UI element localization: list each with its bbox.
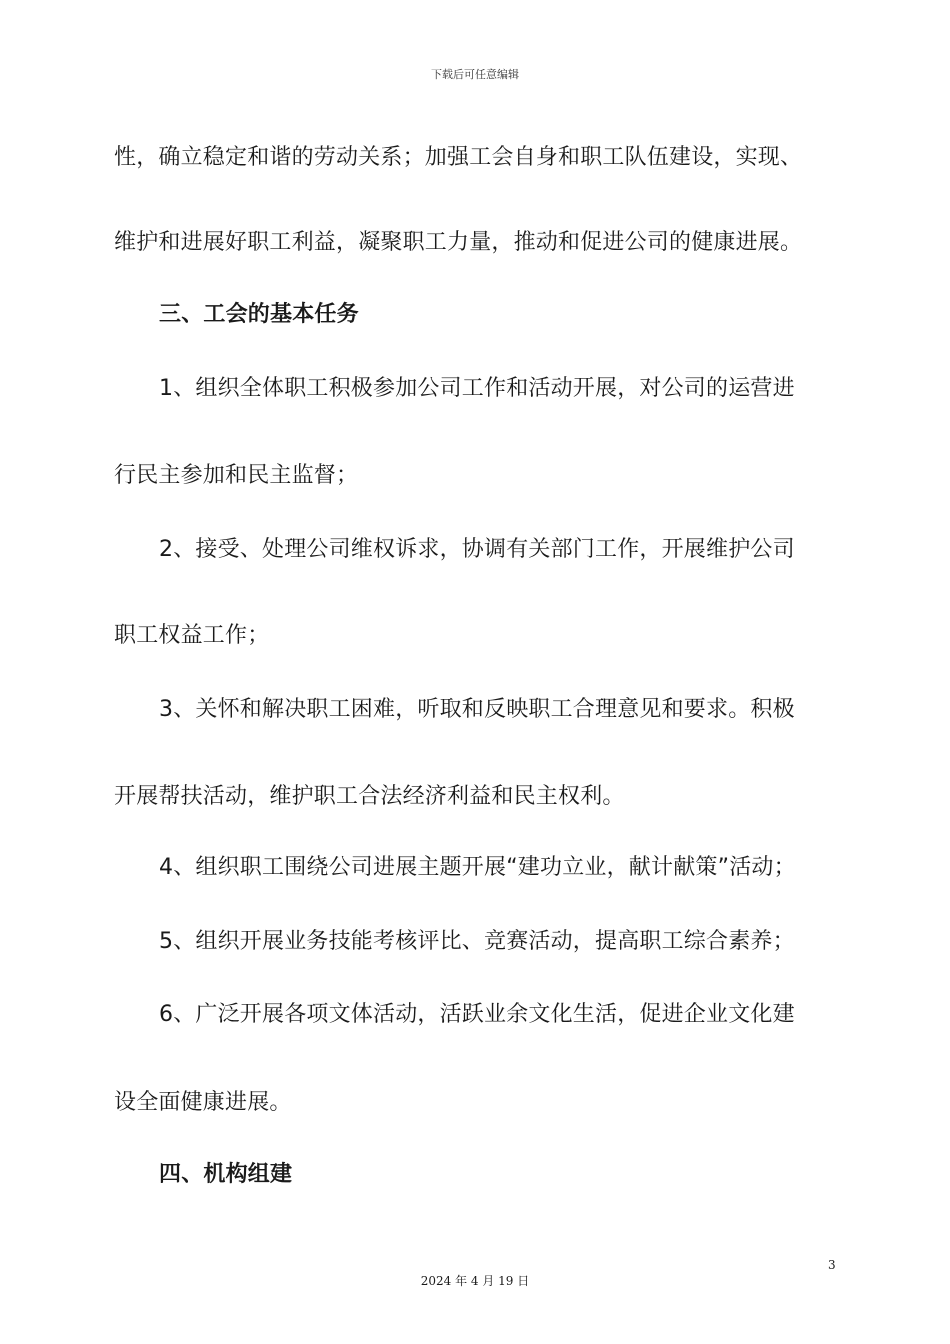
paragraph-line: 维护和进展好职工利益，凝聚职工力量，推动和促进公司的健康进展。: [114, 230, 803, 255]
paragraph-line: 2、接受、处理公司维权诉求，协调有关部门工作，开展维护公司: [159, 537, 795, 562]
paragraph-line: 行民主参加和民主监督；: [114, 463, 359, 488]
page-number: 3: [828, 1258, 836, 1272]
paragraph-line: 1、组织全体职工积极参加公司工作和活动开展，对公司的运营进: [159, 376, 795, 401]
section-heading-organization: 四、机构组建: [159, 1162, 293, 1187]
paragraph-line: 性，确立稳定和谐的劳动关系；加强工会自身和职工队伍建设，实现、: [114, 145, 803, 170]
header-note: 下载后可任意编辑: [431, 68, 519, 81]
footer-date: 2024 年 4 月 19 日: [420, 1274, 530, 1288]
paragraph-line: 设全面健康进展。: [114, 1090, 292, 1115]
paragraph-line: 3、关怀和解决职工困难，听取和反映职工合理意见和要求。积极: [159, 697, 795, 722]
paragraph-line: 职工权益工作；: [114, 623, 270, 648]
paragraph-line: 6、广泛开展各项文体活动，活跃业余文化生活，促进企业文化建: [159, 1002, 795, 1027]
paragraph-line: 5、组织开展业务技能考核评比、竞赛活动，提高职工综合素养；: [159, 929, 795, 954]
section-heading-tasks: 三、工会的基本任务: [159, 302, 359, 327]
paragraph-line: 开展帮扶活动，维护职工合法经济利益和民主权利。: [114, 784, 625, 809]
paragraph-line: 4、组织职工围绕公司进展主题开展“建功立业，献计献策”活动；: [159, 855, 796, 880]
